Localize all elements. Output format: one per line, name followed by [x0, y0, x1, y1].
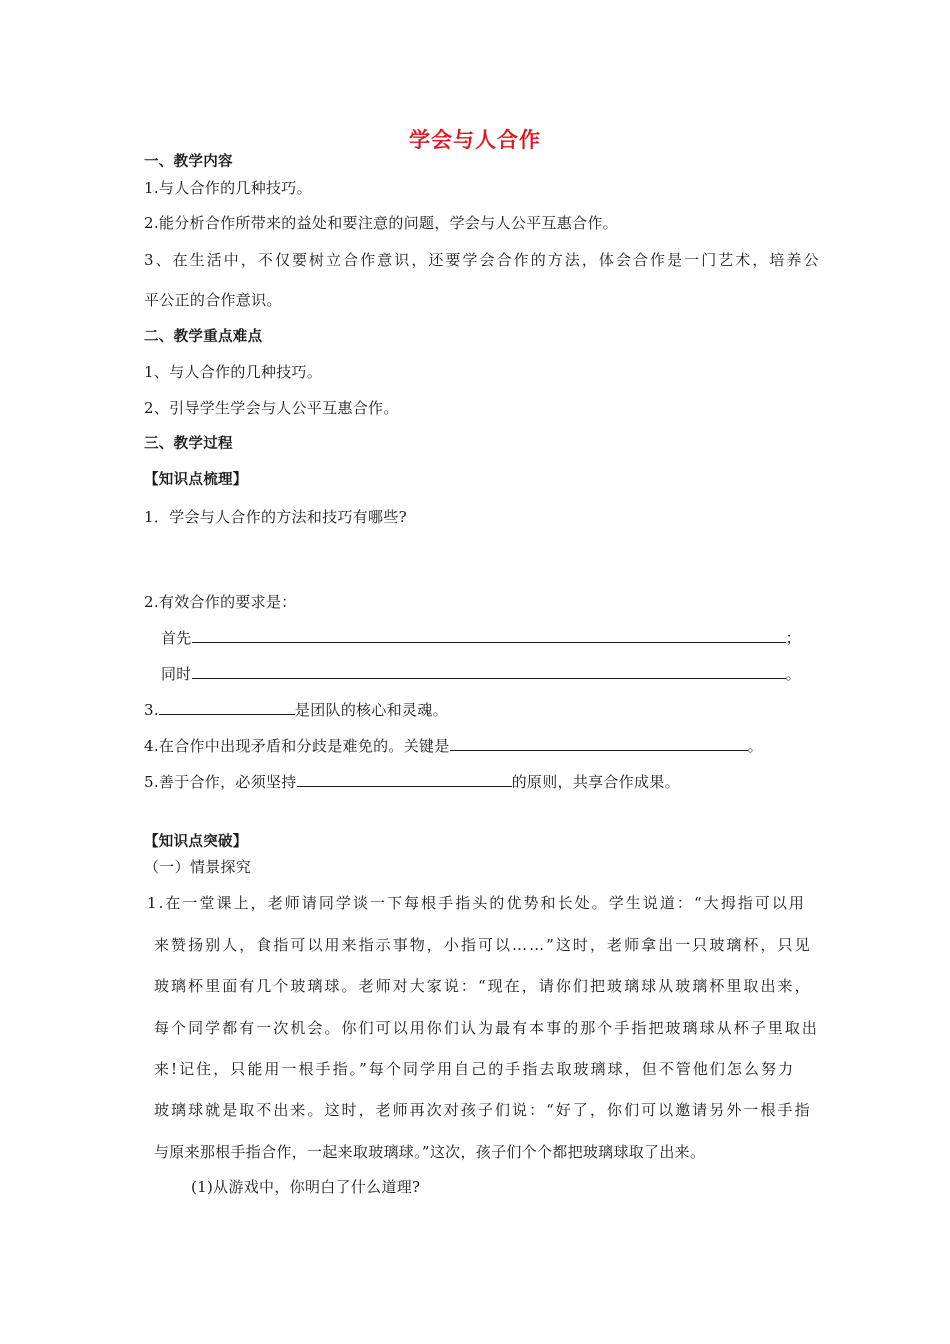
- question-1: 1．学会与人合作的方法和技巧有哪些?: [144, 508, 407, 526]
- question-2a-label: 首先: [161, 629, 192, 647]
- question-4-text: 4.在合作中出现矛盾和分歧是难免的。关键是: [144, 737, 450, 755]
- question-2b-end: 。: [785, 665, 801, 683]
- story-line-7: 与原来那根手指合作，一起来取玻璃球。”这次，孩子们个个都把玻璃球取了出来。: [154, 1143, 706, 1161]
- answer-blank-2a[interactable]: [192, 627, 786, 643]
- answer-blank-3[interactable]: [159, 699, 295, 715]
- subsection-knowledge-breakthrough: 【知识点突破】: [144, 834, 248, 850]
- content-item-2: 2.能分析合作所带来的益处和要注意的问题，学会与人公平互惠合作。: [144, 214, 618, 232]
- question-5-text: 5.善于合作，必须坚持: [144, 773, 297, 791]
- question-5: [144, 771, 680, 792]
- section-heading-process: 三、教学过程: [144, 436, 233, 452]
- question-2b: [161, 663, 801, 684]
- answer-blank-2b[interactable]: [192, 663, 786, 679]
- keypoint-item-1: 1、与人合作的几种技巧。: [144, 363, 323, 381]
- content-item-3-cont: 平公正的合作意识。: [144, 291, 282, 309]
- story-line-6: 玻璃球就是取不出来。这时，老师再次对孩子们说：“好了，你们可以邀请另外一根手指: [154, 1101, 812, 1119]
- answer-blank-5[interactable]: [297, 771, 512, 787]
- keypoint-item-2: 2、引导学生学会与人公平互惠合作。: [144, 399, 399, 417]
- page-title: 学会与人合作: [409, 127, 541, 152]
- question-3-text: 是团队的核心和灵魂。: [294, 701, 448, 719]
- question-4: [144, 735, 763, 756]
- question-3: [144, 699, 448, 720]
- story-line-1: 1.在一堂课上，老师请同学谈一下每根手指头的优势和长处。学生说道：“大拇指可以用: [147, 894, 806, 912]
- subsection-knowledge-review: 【知识点梳理】: [144, 472, 248, 488]
- question-2a-end: ；: [785, 629, 801, 647]
- story-line-5: 来!记住，只能用一根手指。”每个同学用自己的手指去取玻璃球，但不管他们怎么努力: [154, 1060, 796, 1078]
- subsection-scenario: （一）情景探究: [144, 858, 252, 876]
- story-line-3: 玻璃杯里面有几个玻璃球。老师对大家说：“现在，请你们把玻璃球从玻璃杯里取出来，: [154, 977, 812, 995]
- section-heading-content: 一、教学内容: [144, 154, 233, 170]
- answer-blank-4[interactable]: [450, 735, 748, 751]
- question-2a: [161, 627, 801, 648]
- question-3-label: 3.: [144, 701, 159, 719]
- story-line-4: 每个同学都有一次机会。你们可以用你们认为最有本事的那个手指把玻璃球从杯子里取出: [154, 1019, 819, 1037]
- content-item-3: 3、在生活中，不仅要树立合作意识，还要学会合作的方法，体会合作是一门艺术，培养公: [144, 251, 821, 269]
- question-2b-label: 同时: [161, 665, 192, 683]
- question-2: 2.有效合作的要求是：: [144, 593, 297, 611]
- story-question-1: (1)从游戏中，你明白了什么道理?: [191, 1178, 421, 1196]
- content-item-1: 1.与人合作的几种技巧。: [144, 179, 312, 197]
- question-4-end: 。: [747, 737, 763, 755]
- section-heading-keypoints: 二、教学重点难点: [144, 329, 263, 345]
- story-line-2: 来赞扬别人，食指可以用来指示事物，小指可以……”这时，老师拿出一只玻璃杯，只见: [154, 936, 812, 954]
- question-5-end: 的原则，共享合作成果。: [511, 773, 680, 791]
